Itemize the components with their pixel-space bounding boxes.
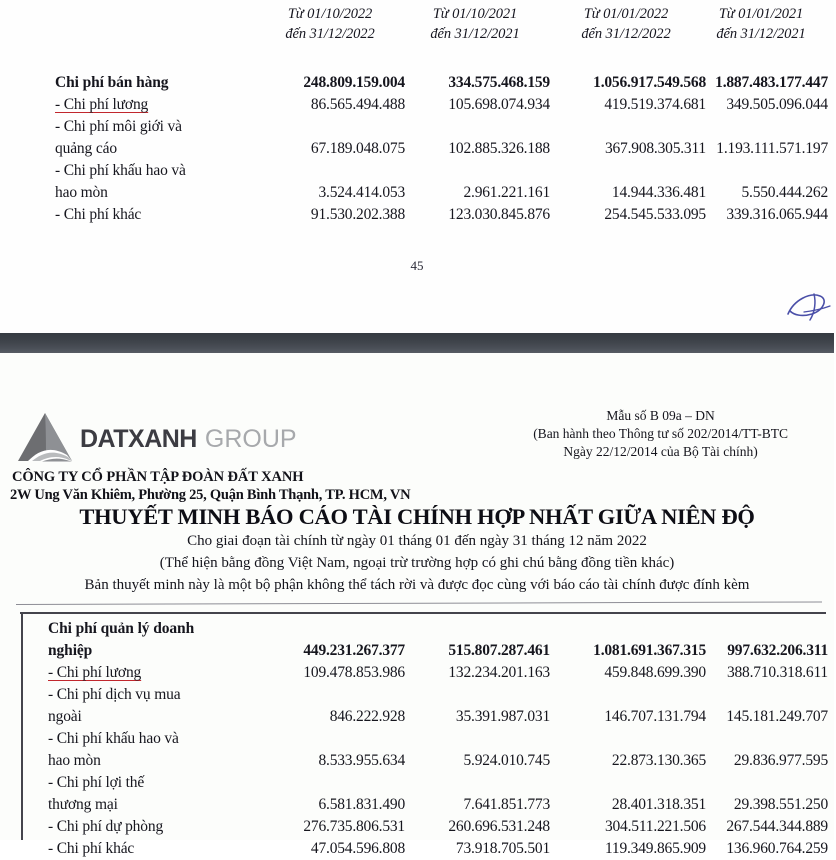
row-label: Chi phí quản lý doanh xyxy=(48,620,195,637)
row-value-col2: 123.030.845.876 xyxy=(448,206,550,223)
logo-wordmark xyxy=(80,425,297,454)
row-value-col1: 67.189.048.075 xyxy=(310,140,405,157)
table-row xyxy=(0,618,834,640)
header-line-to: đến 31/12/2022 xyxy=(581,26,671,42)
header-line-to: đến 31/12/2021 xyxy=(430,26,520,42)
row-value-col1: 276.735.806.531 xyxy=(303,818,405,835)
column-header-q4-2022 xyxy=(255,4,405,44)
table-row xyxy=(0,794,834,816)
column-header-fy-2022 xyxy=(551,4,701,44)
row-label: - Chi phí khấu hao và xyxy=(55,162,186,179)
row-value-col3: 119.349.865.909 xyxy=(604,840,706,857)
logo-word-group: GROUP xyxy=(204,424,297,453)
row-label: nghiệp xyxy=(48,642,93,659)
row-value-col4: 339.316.065.944 xyxy=(726,206,828,223)
row-value-col2: 7.641.851.773 xyxy=(463,796,550,813)
table-row xyxy=(0,728,834,750)
column-header-q4-2021 xyxy=(400,4,550,44)
row-label: hao mòn xyxy=(48,752,101,769)
row-label: thương mại xyxy=(48,796,118,813)
disclaimer-subtitle: Bản thuyết minh này là một bộ phận không thể tách rời và được đọc cùng với báo cáo tài chính được đính kèm xyxy=(84,577,750,593)
row-value-col3: 14.944.336.481 xyxy=(611,184,706,201)
row-label: - Chi phí lương xyxy=(55,96,149,113)
scan-page-45 xyxy=(0,0,834,336)
datxanh-logo xyxy=(16,411,297,467)
table-row xyxy=(0,640,834,662)
admin-expenses-table xyxy=(0,618,834,860)
row-value-col4: 997.632.206.311 xyxy=(727,642,828,659)
row-value-col4: 349.505.096.044 xyxy=(726,96,828,113)
signature-icon xyxy=(784,288,832,324)
row-label: - Chi phí dự phòng xyxy=(48,818,164,835)
row-value-col4: 145.181.249.707 xyxy=(726,708,828,725)
header-line-to: đến 31/12/2021 xyxy=(716,26,806,42)
header-line-from: Từ 01/10/2021 xyxy=(432,6,518,22)
table-row xyxy=(0,182,834,204)
company-address: 2W Ung Văn Khiêm, Phường 25, Quận Bình Thạnh, TP. HCM, VN xyxy=(10,487,411,503)
period-subtitle: Cho giai đoạn tài chính từ ngày 01 tháng 01 đến ngày 31 tháng 12 năm 2022 xyxy=(187,533,647,549)
table-row xyxy=(0,662,834,684)
row-value-col2: 5.924.010.745 xyxy=(463,752,550,769)
row-value-col2: 73.918.705.501 xyxy=(455,840,550,857)
page-number: 45 xyxy=(410,258,424,273)
row-value-col3: 254.545.533.095 xyxy=(604,206,706,223)
table-row xyxy=(0,160,834,182)
row-value-col1: 449.231.267.377 xyxy=(303,642,405,659)
mountain-logo-icon xyxy=(16,411,74,467)
page1-column-headers xyxy=(0,4,834,52)
table-row xyxy=(0,94,834,116)
row-value-col1: 846.222.928 xyxy=(329,708,405,725)
row-label: - Chi phí môi giới và xyxy=(55,118,182,135)
row-value-col4: 388.710.318.611 xyxy=(726,664,828,681)
table-header-rule xyxy=(20,612,826,614)
company-name: CÔNG TY CỔ PHẦN TẬP ĐOÀN ĐẤT XANH xyxy=(12,469,304,485)
row-value-col4: 267.544.344.889 xyxy=(726,818,828,835)
page-separator-band xyxy=(0,333,834,353)
currency-subtitle: (Thể hiện bằng đồng Việt Nam, ngoại trừ trường hợp có ghi chú bằng đồng tiền khác) xyxy=(159,555,675,571)
table-row xyxy=(0,72,834,94)
row-value-col2: 35.391.987.031 xyxy=(455,708,550,725)
row-value-col4: 1.193.111.571.197 xyxy=(716,140,828,157)
row-label: ngoài xyxy=(48,708,82,725)
row-value-col3: 1.081.691.367.315 xyxy=(593,642,706,659)
form-issue-date: Ngày 22/12/2014 của Bộ Tài chính) xyxy=(563,444,758,459)
row-value-col2: 132.234.201.163 xyxy=(448,664,550,681)
row-label: Chi phí bán hàng xyxy=(55,74,169,91)
row-value-col4: 136.960.764.259 xyxy=(726,840,828,857)
logo-word-datxanh: DATXANH xyxy=(80,424,197,453)
row-value-col3: 1.056.917.549.568 xyxy=(593,74,706,91)
table-row xyxy=(0,772,834,794)
table-row xyxy=(0,838,834,860)
header-line-from: Từ 01/01/2022 xyxy=(583,6,669,22)
row-value-col3: 304.511.221.506 xyxy=(604,818,706,835)
row-value-col2: 260.696.531.248 xyxy=(448,818,550,835)
row-value-col3: 28.401.318.351 xyxy=(611,796,706,813)
row-label: - Chi phí lợi thế xyxy=(48,774,145,791)
selling-expenses-table xyxy=(0,72,834,226)
table-row xyxy=(0,116,834,138)
row-value-col3: 419.519.374.681 xyxy=(604,96,706,113)
row-value-col2: 334.575.468.159 xyxy=(448,74,550,91)
table-top-rule xyxy=(16,601,822,605)
row-value-col2: 2.961.221.161 xyxy=(463,184,550,201)
row-value-col4: 5.550.444.262 xyxy=(741,184,828,201)
table-row xyxy=(0,684,834,706)
form-metadata xyxy=(533,407,788,461)
header-line-from: Từ 01/10/2022 xyxy=(287,6,373,22)
form-circular: (Ban hành theo Thông tư số 202/2014/TT-BTC xyxy=(533,426,788,441)
scan-page-next xyxy=(0,353,834,857)
row-value-col2: 105.698.074.934 xyxy=(448,96,550,113)
page-title: THUYẾT MINH BÁO CÁO TÀI CHÍNH HỢP NHẤT GIỮA NIÊN ĐỘ xyxy=(79,504,755,529)
table-row xyxy=(0,138,834,160)
row-value-col3: 22.873.130.365 xyxy=(611,752,706,769)
table-row xyxy=(0,706,834,728)
table-row xyxy=(0,204,834,226)
row-value-col1: 8.533.955.634 xyxy=(318,752,405,769)
row-value-col1: 91.530.202.388 xyxy=(310,206,405,223)
row-value-col1: 3.524.414.053 xyxy=(318,184,405,201)
row-value-col4: 1.887.483.177.447 xyxy=(715,74,828,91)
row-value-col1: 6.581.831.490 xyxy=(318,796,405,813)
row-label: quảng cáo xyxy=(55,140,117,157)
row-label: - Chi phí khác xyxy=(55,206,142,223)
form-code: Mẫu số B 09a – DN xyxy=(606,408,715,423)
column-header-fy-2021 xyxy=(686,4,836,44)
row-value-col2: 515.807.287.461 xyxy=(448,642,550,659)
row-label: - Chi phí khấu hao và xyxy=(48,730,179,747)
table-row xyxy=(0,816,834,838)
row-label: - Chi phí dịch vụ mua xyxy=(48,686,181,703)
table-row xyxy=(0,750,834,772)
row-value-col3: 459.848.699.390 xyxy=(604,664,706,681)
row-label: - Chi phí khác xyxy=(48,840,135,857)
row-value-col1: 109.478.853.986 xyxy=(303,664,405,681)
row-value-col2: 102.885.326.188 xyxy=(448,140,550,157)
row-label: hao mòn xyxy=(55,184,108,201)
row-value-col1: 248.809.159.004 xyxy=(303,74,405,91)
header-line-to: đến 31/12/2022 xyxy=(285,26,375,42)
row-value-col3: 367.908.305.311 xyxy=(604,140,706,157)
header-line-from: Từ 01/01/2021 xyxy=(718,6,804,22)
row-value-col1: 86.565.494.488 xyxy=(310,96,405,113)
row-value-col4: 29.398.551.250 xyxy=(733,796,828,813)
row-value-col3: 146.707.131.794 xyxy=(604,708,706,725)
row-label: - Chi phí lương xyxy=(48,664,142,681)
row-value-col4: 29.836.977.595 xyxy=(733,752,828,769)
row-value-col1: 47.054.596.808 xyxy=(310,840,405,857)
